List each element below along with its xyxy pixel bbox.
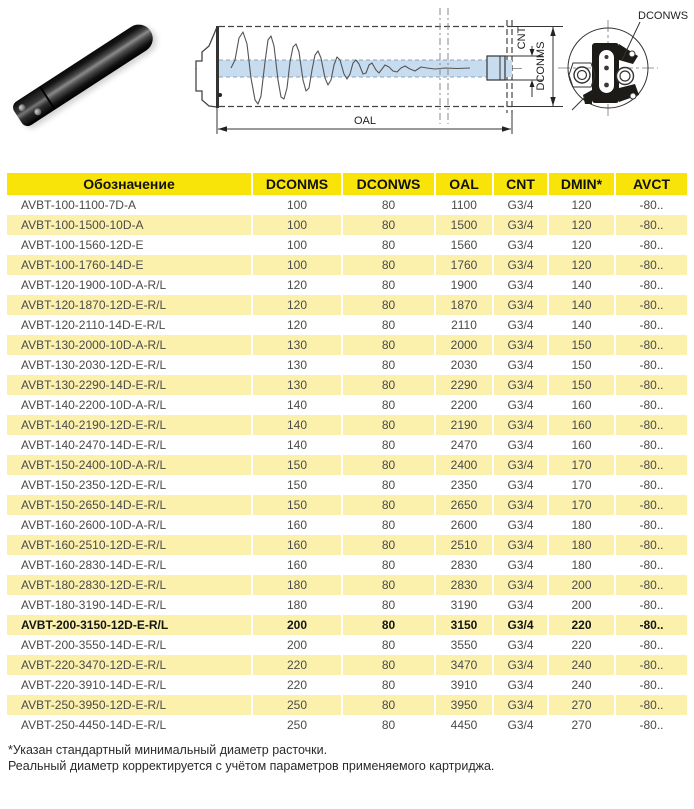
table-row (7, 215, 687, 235)
table-row (7, 235, 687, 255)
value-cell: 80 (341, 655, 434, 675)
designation-cell: AVBT-250-3950-12D-E-R/L (7, 695, 251, 715)
table-row (7, 695, 687, 715)
value-cell: 80 (341, 415, 434, 435)
header-avct: AVCT (614, 173, 687, 195)
value-cell: 80 (341, 255, 434, 275)
value-cell: 140 (547, 315, 614, 335)
value-cell: 80 (341, 595, 434, 615)
value-cell: 120 (547, 215, 614, 235)
designation-cell: AVBT-180-2830-12D-E-R/L (7, 575, 251, 595)
value-cell: 140 (251, 415, 341, 435)
value-cell: 80 (341, 515, 434, 535)
value-cell: -80.. (614, 235, 687, 255)
oal-dimension-label: OAL (353, 115, 377, 127)
value-cell: -80.. (614, 335, 687, 355)
designation-cell: AVBT-120-1870-12D-E-R/L (7, 295, 251, 315)
value-cell: 80 (341, 435, 434, 455)
table-row (7, 715, 687, 735)
value-cell: 80 (341, 455, 434, 475)
value-cell: G3/4 (492, 635, 547, 655)
value-cell: 140 (251, 435, 341, 455)
spec-table (7, 173, 687, 735)
value-cell: 100 (251, 255, 341, 275)
value-cell: 3150 (434, 615, 492, 635)
value-cell: G3/4 (492, 555, 547, 575)
table-row (7, 415, 687, 435)
table-row (7, 595, 687, 615)
value-cell: 80 (341, 715, 434, 735)
header-dconms: DCONMS (251, 173, 341, 195)
value-cell: 160 (251, 555, 341, 575)
value-cell: 1900 (434, 275, 492, 295)
value-cell: 2650 (434, 495, 492, 515)
spec-table-body (7, 195, 687, 735)
table-row (7, 435, 687, 455)
designation-cell: AVBT-120-1900-10D-A-R/L (21, 278, 167, 292)
bar-cutting-head (11, 86, 55, 127)
screw-icon (17, 103, 27, 113)
designation-cell: AVBT-250-4450-14D-E-R/L (21, 718, 167, 732)
value-cell: G3/4 (492, 215, 547, 235)
footnote-line: *Указан стандартный минимальный диаметр расточки. (8, 743, 328, 757)
value-cell: G3/4 (492, 355, 547, 375)
value-cell: 3550 (434, 635, 492, 655)
table-row (7, 455, 687, 475)
table-row (7, 195, 687, 215)
value-cell: G3/4 (492, 495, 547, 515)
value-cell: 200 (251, 615, 341, 635)
value-cell: G3/4 (492, 275, 547, 295)
value-cell: 80 (341, 555, 434, 575)
value-cell: 220 (547, 635, 614, 655)
value-cell: G3/4 (492, 595, 547, 615)
header-oal: OAL (434, 173, 492, 195)
value-cell: 80 (341, 615, 434, 635)
value-cell: 80 (341, 215, 434, 235)
value-cell: G3/4 (492, 255, 547, 275)
value-cell: 2290 (434, 375, 492, 395)
value-cell: G3/4 (492, 295, 547, 315)
value-cell: 220 (251, 675, 341, 695)
value-cell: 80 (341, 315, 434, 335)
value-cell: G3/4 (492, 695, 547, 715)
value-cell: 1870 (434, 295, 492, 315)
value-cell: 150 (547, 335, 614, 355)
value-cell: -80.. (614, 555, 687, 575)
value-cell: 120 (547, 195, 614, 215)
value-cell: 180 (547, 515, 614, 535)
value-cell: -80.. (614, 315, 687, 335)
designation-cell: AVBT-100-1560-12D-E (21, 238, 144, 252)
value-cell: 2830 (434, 575, 492, 595)
value-cell: 3950 (434, 695, 492, 715)
value-cell: 100 (251, 235, 341, 255)
designation-cell: AVBT-140-2200-10D-A-R/L (21, 398, 167, 412)
value-cell: 170 (547, 495, 614, 515)
value-cell: 240 (547, 655, 614, 675)
value-cell: 2350 (434, 475, 492, 495)
value-cell: 220 (251, 655, 341, 675)
value-cell: 170 (547, 475, 614, 495)
value-cell: 120 (547, 235, 614, 255)
table-row (7, 515, 687, 535)
value-cell: 80 (341, 495, 434, 515)
value-cell: 80 (341, 675, 434, 695)
header-designation: Обозначение (7, 173, 251, 195)
value-cell: -80.. (614, 655, 687, 675)
value-cell: G3/4 (492, 615, 547, 635)
designation-cell: AVBT-150-2400-10D-A-R/L (7, 455, 251, 475)
value-cell: 2190 (434, 415, 492, 435)
designation-cell: AVBT-130-2000-10D-A-R/L (7, 335, 251, 355)
value-cell: 80 (341, 475, 434, 495)
value-cell: G3/4 (492, 515, 547, 535)
value-cell: 130 (251, 335, 341, 355)
value-cell: 2510 (434, 535, 492, 555)
table-row (7, 495, 687, 515)
value-cell: G3/4 (492, 415, 547, 435)
value-cell: 200 (251, 635, 341, 655)
value-cell: 140 (547, 275, 614, 295)
product-visuals (0, 0, 694, 165)
screw-icon (33, 107, 43, 117)
table-row (7, 615, 687, 635)
designation-cell: AVBT-200-3550-14D-E-R/L (21, 638, 167, 652)
footnote-line: Реальный диаметр корректируется с учётом параметров применяемого картриджа. (8, 759, 495, 773)
value-cell: 150 (251, 495, 341, 515)
designation-cell: AVBT-140-2190-12D-E-R/L (7, 415, 251, 435)
value-cell: G3/4 (492, 315, 547, 335)
designation-cell: AVBT-200-3150-12D-E-R/L (7, 615, 251, 635)
value-cell: 2200 (434, 395, 492, 415)
value-cell: G3/4 (492, 375, 547, 395)
designation-cell: AVBT-120-2110-14D-E-R/L (21, 318, 166, 332)
value-cell: 1560 (434, 235, 492, 255)
value-cell: 80 (341, 235, 434, 255)
value-cell: -80.. (614, 395, 687, 415)
value-cell: 160 (547, 415, 614, 435)
dconms-dimension-label: DCONMS (535, 41, 547, 91)
value-cell: 170 (547, 455, 614, 475)
product-photo (0, 0, 195, 160)
table-row (7, 275, 687, 295)
value-cell: 3190 (434, 595, 492, 615)
value-cell: 2110 (434, 315, 492, 335)
designation-cell: AVBT-130-2030-12D-E-R/L (21, 358, 167, 372)
value-cell: 270 (547, 715, 614, 735)
value-cell: 3470 (434, 655, 492, 675)
table-row (7, 575, 687, 595)
value-cell: 2000 (434, 335, 492, 355)
table-row (7, 395, 687, 415)
value-cell: -80.. (614, 615, 687, 635)
spec-table-header-row (7, 173, 687, 195)
value-cell: 1100 (434, 195, 492, 215)
value-cell: -80.. (614, 595, 687, 615)
end-view-drawing (552, 0, 694, 160)
value-cell: 160 (547, 395, 614, 415)
value-cell: 2400 (434, 455, 492, 475)
value-cell: 80 (341, 535, 434, 555)
value-cell: -80.. (614, 275, 687, 295)
value-cell: 80 (341, 295, 434, 315)
value-cell: 80 (341, 275, 434, 295)
value-cell: G3/4 (492, 195, 547, 215)
value-cell: 240 (547, 675, 614, 695)
value-cell: -80.. (614, 295, 687, 315)
value-cell: 100 (251, 215, 341, 235)
value-cell: 180 (251, 595, 341, 615)
value-cell: G3/4 (492, 235, 547, 255)
value-cell: G3/4 (492, 655, 547, 675)
value-cell: 80 (341, 375, 434, 395)
value-cell: G3/4 (492, 675, 547, 695)
value-cell: -80.. (614, 355, 687, 375)
value-cell: -80.. (614, 455, 687, 475)
value-cell: 2830 (434, 555, 492, 575)
table-row (7, 315, 687, 335)
value-cell: 120 (251, 315, 341, 335)
table-row (7, 295, 687, 315)
value-cell: -80.. (614, 495, 687, 515)
designation-cell: AVBT-130-2290-14D-E-R/L (7, 375, 251, 395)
table-row (7, 675, 687, 695)
value-cell: -80.. (614, 715, 687, 735)
value-cell: 160 (547, 435, 614, 455)
value-cell: 250 (251, 715, 341, 735)
dconws-dimension-label: DCONWS (638, 10, 689, 22)
value-cell: -80.. (614, 195, 687, 215)
value-cell: 2030 (434, 355, 492, 375)
value-cell: 150 (251, 455, 341, 475)
value-cell: 250 (251, 695, 341, 715)
value-cell: -80.. (614, 695, 687, 715)
designation-cell: AVBT-160-2600-10D-A-R/L (21, 518, 167, 532)
table-row (7, 535, 687, 555)
value-cell: 140 (251, 395, 341, 415)
boring-bar-image (10, 19, 158, 129)
cnt-dimension-label: CNT (516, 26, 528, 50)
value-cell: G3/4 (492, 575, 547, 595)
designation-cell: AVBT-160-2510-12D-E-R/L (7, 535, 251, 555)
value-cell: -80.. (614, 575, 687, 595)
value-cell: -80.. (614, 535, 687, 555)
value-cell: 150 (547, 375, 614, 395)
value-cell: G3/4 (492, 455, 547, 475)
value-cell: 80 (341, 355, 434, 375)
value-cell: 130 (251, 355, 341, 375)
value-cell: 160 (251, 535, 341, 555)
table-row (7, 255, 687, 275)
value-cell: G3/4 (492, 395, 547, 415)
value-cell: 3910 (434, 675, 492, 695)
designation-cell: AVBT-160-2830-14D-E-R/L (21, 558, 167, 572)
value-cell: 80 (341, 575, 434, 595)
designation-cell: AVBT-220-3910-14D-E-R/L (21, 678, 167, 692)
value-cell: 150 (251, 475, 341, 495)
designation-cell: AVBT-100-1500-10D-A (7, 215, 251, 235)
side-view-drawing (195, 0, 567, 160)
value-cell: 120 (251, 275, 341, 295)
value-cell: -80.. (614, 475, 687, 495)
table-row (7, 375, 687, 395)
value-cell: 220 (547, 615, 614, 635)
table-row (7, 475, 687, 495)
value-cell: -80.. (614, 435, 687, 455)
designation-cell: AVBT-100-1100-7D-A (21, 198, 136, 212)
value-cell: 120 (547, 255, 614, 275)
value-cell: 180 (251, 575, 341, 595)
value-cell: 4450 (434, 715, 492, 735)
designation-cell: AVBT-100-1760-14D-E (7, 255, 251, 275)
table-row (7, 335, 687, 355)
table-row (7, 555, 687, 575)
value-cell: 80 (341, 195, 434, 215)
designation-cell: AVBT-180-3190-14D-E-R/L (21, 598, 167, 612)
value-cell: 160 (251, 515, 341, 535)
value-cell: 200 (547, 595, 614, 615)
value-cell: G3/4 (492, 335, 547, 355)
table-row (7, 655, 687, 675)
value-cell: 80 (341, 335, 434, 355)
value-cell: 1500 (434, 215, 492, 235)
value-cell: 270 (547, 695, 614, 715)
table-row (7, 355, 687, 375)
value-cell: 120 (251, 295, 341, 315)
value-cell: 1760 (434, 255, 492, 275)
value-cell: 130 (251, 375, 341, 395)
value-cell: G3/4 (492, 535, 547, 555)
value-cell: 180 (547, 555, 614, 575)
header-dmin: DMIN* (547, 173, 614, 195)
footnotes (8, 742, 694, 774)
table-row (7, 635, 687, 655)
value-cell: -80.. (614, 215, 687, 235)
value-cell: 100 (251, 195, 341, 215)
designation-cell: AVBT-150-2650-14D-E-R/L (7, 495, 251, 515)
value-cell: 180 (547, 535, 614, 555)
header-dconws: DCONWS (341, 173, 434, 195)
value-cell: 140 (547, 295, 614, 315)
header-cnt: CNT (492, 173, 547, 195)
value-cell: 80 (341, 635, 434, 655)
value-cell: G3/4 (492, 475, 547, 495)
value-cell: G3/4 (492, 435, 547, 455)
value-cell: 80 (341, 395, 434, 415)
designation-cell: AVBT-220-3470-12D-E-R/L (7, 655, 251, 675)
designation-cell: AVBT-140-2470-14D-E-R/L (21, 438, 167, 452)
designation-cell: AVBT-150-2350-12D-E-R/L (21, 478, 167, 492)
value-cell: -80.. (614, 255, 687, 275)
value-cell: -80.. (614, 375, 687, 395)
value-cell: 80 (341, 695, 434, 715)
value-cell: 200 (547, 575, 614, 595)
value-cell: 2600 (434, 515, 492, 535)
value-cell: -80.. (614, 515, 687, 535)
value-cell: 150 (547, 355, 614, 375)
value-cell: G3/4 (492, 715, 547, 735)
value-cell: -80.. (614, 635, 687, 655)
value-cell: -80.. (614, 415, 687, 435)
value-cell: -80.. (614, 675, 687, 695)
value-cell: 2470 (434, 435, 492, 455)
